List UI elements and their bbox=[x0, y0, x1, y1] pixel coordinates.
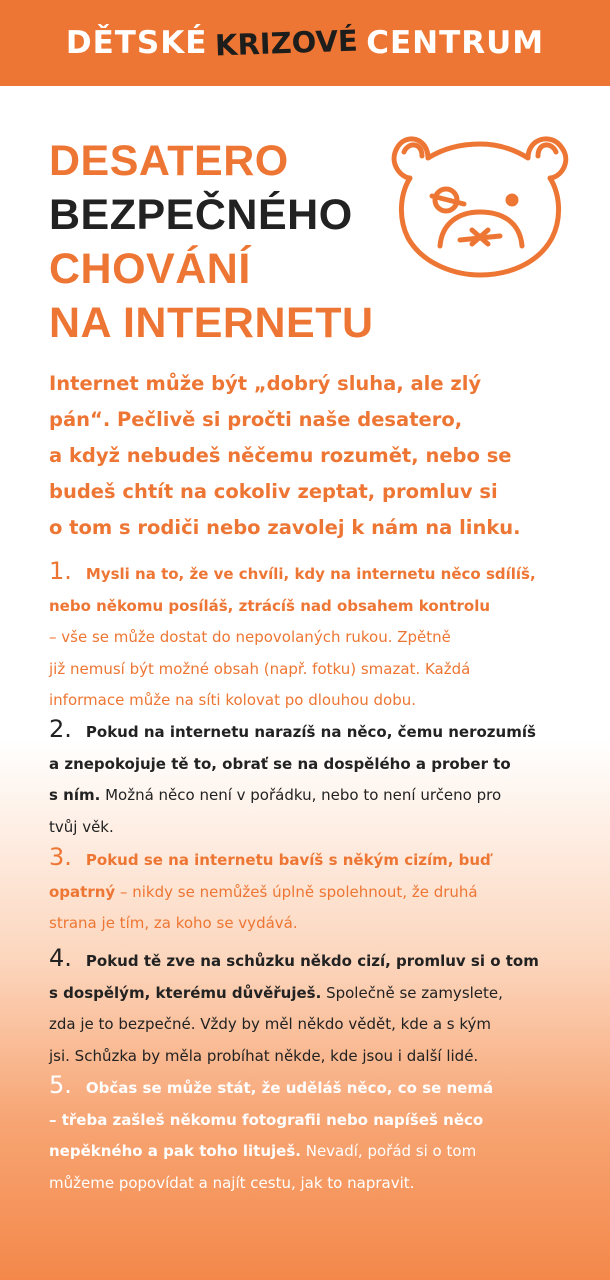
rule-number: 1. bbox=[49, 557, 72, 585]
intro-line: budeš chtít na cokoliv zeptat, promluv si bbox=[49, 480, 498, 503]
header-logo bbox=[0, 0, 610, 86]
rule-number: 5. bbox=[49, 1071, 72, 1099]
intro-line: pán“. Pečlivě si pročti naše desatero, bbox=[49, 408, 463, 431]
rule-bold-text: Pokud tě zve na schůzku někdo cizí, promluv si o tom bbox=[85, 952, 539, 970]
rule-text: již nemusí být možné obsah (např. fotku) smazat. Každá bbox=[49, 659, 471, 678]
intro-line: Internet může být „dobrý sluha, ale zlý bbox=[49, 372, 482, 395]
rule-bold-text: s ním. bbox=[49, 786, 101, 804]
rule-bold-text: nepěkného a pak toho lituješ. bbox=[49, 1142, 301, 1160]
rule-item-4 bbox=[49, 943, 579, 1072]
rule-item-5 bbox=[49, 1070, 579, 1199]
rule-text: Nevadí, pořád si o tom bbox=[300, 1142, 477, 1160]
rule-number: 4. bbox=[49, 944, 72, 972]
rule-text: Společně se zamyslete, bbox=[321, 983, 503, 1002]
rule-text: můžeme popovídat a najít cestu, jak to napravit. bbox=[49, 1173, 415, 1192]
rule-item-2 bbox=[49, 714, 579, 843]
rule-text: tvůj věk. bbox=[49, 817, 114, 836]
intro-line: o tom s rodiči nebo zavolej k nám na linku. bbox=[49, 516, 521, 539]
rule-bold-text: opatrný bbox=[49, 882, 116, 901]
logo-word-detske: DĚTSKÉ bbox=[65, 25, 208, 61]
rule-bold-text: Mysli na to, že ve chvíli, kdy na internetu něco sdílíš, bbox=[85, 565, 536, 583]
intro-paragraph bbox=[49, 366, 579, 546]
rule-bold-text: Občas se může stát, že uděláš něco, co se nemá bbox=[85, 1079, 494, 1097]
rule-bold-text: Pokud na internetu narazíš na něco, čemu nerozumíš bbox=[85, 723, 536, 741]
page-title bbox=[49, 134, 374, 350]
intro-line: a když nebudeš něčemu rozumět, nebo se bbox=[49, 444, 512, 467]
rule-bold-text: – třeba zašleš někomu fotografii nebo napíšeš něco bbox=[49, 1110, 484, 1129]
rule-text: jsi. Schůzka by měla probíhat někde, kde jsou i další lidé. bbox=[49, 1046, 479, 1065]
rule-bold-text: nebo někomu posíláš, ztrácíš nad obsahem kontrolu bbox=[49, 596, 491, 615]
rule-item-3 bbox=[49, 842, 579, 940]
rule-bold-text: s dospělým, kterému důvěřuješ. bbox=[49, 983, 322, 1002]
rule-text: informace může na síti kolovat po dlouhou dobu. bbox=[49, 691, 417, 709]
rule-item-1 bbox=[49, 556, 579, 717]
title-line-3: CHOVÁNÍ bbox=[49, 245, 251, 293]
rule-number: 3. bbox=[49, 843, 72, 871]
rule-text: strana je tím, za koho se vydává. bbox=[49, 914, 298, 932]
teddy-bear-icon bbox=[388, 128, 570, 278]
rule-bold-text: a znepokojuje tě to, obrať se na dospělého a prober to bbox=[49, 754, 511, 773]
rule-bold-text: Pokud se na internetu bavíš s někým cizím, buď bbox=[85, 851, 491, 869]
rule-text: Možná něco není v pořádku, nebo to není určeno pro bbox=[100, 786, 502, 804]
logo-word-centrum: CENTRUM bbox=[366, 25, 545, 61]
title-line-1: DESATERO bbox=[49, 137, 289, 185]
rule-number: 2. bbox=[49, 715, 72, 743]
rule-text: – vše se může dostat do nepovolaných rukou. Zpětně bbox=[49, 628, 451, 646]
title-line-2: BEZPEČNÉHO bbox=[49, 191, 353, 239]
rule-text: zda je to bezpečné. Vždy by měl někdo vědět, kde a s kým bbox=[49, 1015, 492, 1033]
title-line-4: NA INTERNETU bbox=[49, 299, 374, 347]
logo-word-krizove: KRIZOVÉ bbox=[214, 23, 359, 63]
rule-text: – nikdy se nemůžeš úplně spolehnout, že druhá bbox=[115, 882, 478, 901]
